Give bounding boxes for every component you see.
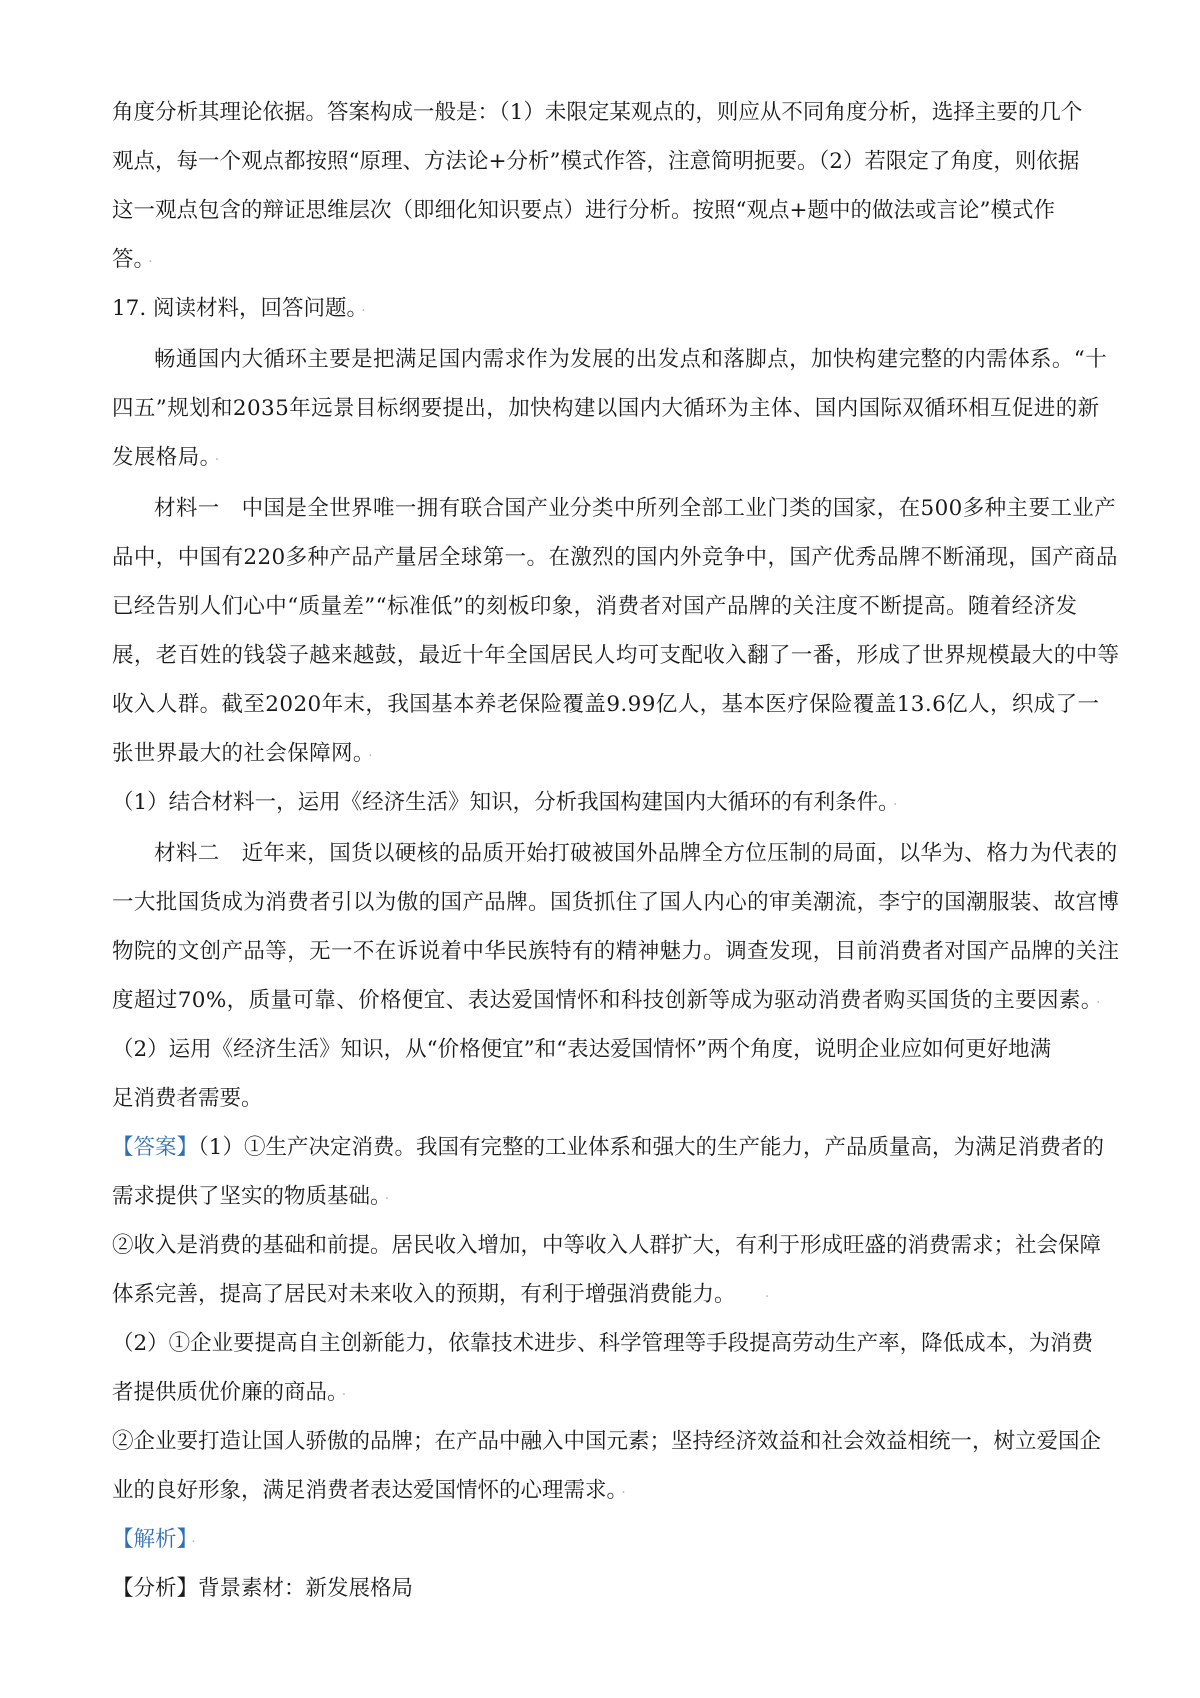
answer-line: 需求提供了坚实的物质基础。 · bbox=[112, 1184, 390, 1209]
material-line: 材料一 中国是全世界唯一拥有联合国产业分类中所列全部工业门类的国家，在500多种主要工业产 bbox=[154, 496, 1117, 521]
answer-line: 者提供质优价廉的商品。 · bbox=[112, 1380, 347, 1405]
answer-line: ②收入是消费的基础和前提。居民收入增加，中等收入人群扩大，有利于形成旺盛的消费需求；社会保障 bbox=[112, 1233, 1102, 1258]
analysis-section bbox=[112, 1523, 1092, 1606]
intro-line: 这一观点包含的辩证思维层次（即细化知识要点）进行分析。按照“观点+题中的做法或言论”模式作 bbox=[112, 198, 1056, 223]
sub-question-1: （1）结合材料一，运用《经济生活》知识，分析我国构建国内大循环的有利条件。 · bbox=[112, 790, 898, 815]
intro-line: 角度分析其理论依据。答案构成一般是：（1）未限定某观点的，则应从不同角度分析，选择主要的几个 bbox=[112, 100, 1083, 125]
material-line: 材料二 近年来，国货以硬核的品质开始打破被国外品牌全方位压制的局面，以华为、格力为代表的 bbox=[154, 841, 1118, 866]
background-paragraph bbox=[112, 343, 1108, 475]
answer-section bbox=[112, 1131, 1104, 1508]
question-stem: 17. 阅读材料，回答问题。 · bbox=[112, 296, 366, 321]
document-page bbox=[112, 96, 1120, 1606]
background-line: 畅通国内大循环主要是把满足国内需求作为发展的出发点和落脚点，加快构建完整的内需体系。“十 bbox=[154, 347, 1108, 372]
answer-line: 【答案】（1）①生产决定消费。我国有完整的工业体系和强大的生产能力，产品质量高，为满足消费者的 bbox=[112, 1135, 1104, 1160]
material-line: 已经告别人们心中“质量差”“标准低”的刻板印象，消费者对国产品牌的关注度不断提高。随着经济发 bbox=[112, 594, 1078, 619]
intro-paragraph bbox=[112, 96, 1092, 277]
background-line: 发展格局。 · bbox=[112, 445, 220, 470]
answer-line: 体系完善，提高了居民对未来收入的预期，有利于增强消费能力。 · bbox=[112, 1282, 770, 1307]
intro-line: 答。 · bbox=[112, 247, 153, 272]
analysis-tag-line: 【解析】 · bbox=[112, 1527, 196, 1552]
material-line: 度超过70%，质量可靠、价格便宜、表达爱国情怀和科技创新等成为驱动消费者购买国货的主要因素。 · bbox=[112, 988, 1101, 1013]
material-two-paragraph bbox=[112, 837, 1120, 1018]
sub-question-line: （2）运用《经济生活》知识，从“价格便宜”和“表达爱国情怀”两个角度，说明企业应如何更好地满 bbox=[112, 1037, 1052, 1062]
material-line: 张世界最大的社会保障网。 · bbox=[112, 741, 373, 766]
analysis-tag: 【解析】 bbox=[112, 1527, 188, 1552]
analysis-note: 【分析】背景素材：新发展格局 bbox=[112, 1576, 414, 1601]
material-line: 品中，中国有220多种产品产量居全球第一。在激烈的国内外竞争中，国产优秀品牌不断涌现，国产商品 bbox=[112, 545, 1118, 570]
material-line: 物院的文创产品等，无一不在诉说着中华民族特有的精神魅力。调查发现，目前消费者对国产品牌的关注 bbox=[112, 939, 1120, 964]
material-line: 一大批国货成为消费者引以为傲的国产品牌。国货抓住了国人内心的审美潮流，李宁的国潮服装、故宫博 bbox=[112, 890, 1120, 915]
answer-line: ②企业要打造让国人骄傲的品牌；在产品中融入中国元素；坚持经济效益和社会效益相统一，树立爱国企 bbox=[112, 1429, 1102, 1454]
sub-question-line: 足消费者需要。 bbox=[112, 1086, 263, 1111]
material-line: 收入人群。截至2020年末，我国基本养老保险覆盖9.99亿人，基本医疗保险覆盖13.6亿人，织成了一 bbox=[112, 692, 1100, 717]
background-line: 四五”规划和2035年远景目标纲要提出，加快构建以国内大循环为主体、国内国际双循环相互促进的新 bbox=[112, 396, 1100, 421]
sub-question-2 bbox=[112, 1033, 1092, 1116]
material-line: 展，老百姓的钱袋子越来越鼓，最近十年全国居民人均可支配收入翻了一番，形成了世界规模最大的中等 bbox=[112, 643, 1120, 668]
material-one-paragraph bbox=[112, 492, 1120, 771]
answer-line: （2）①企业要提高自主创新能力，依靠技术进步、科学管理等手段提高劳动生产率，降低成本，为消费 bbox=[112, 1331, 1094, 1356]
answer-tag: 【答案】 bbox=[112, 1135, 199, 1160]
answer-line: 业的良好形象，满足消费者表达爱国情怀的心理需求。 · bbox=[112, 1478, 626, 1503]
intro-line: 观点，每一个观点都按照“原理、方法论+分析”模式作答，注意简明扼要。（2）若限定了角度，则依据 bbox=[112, 149, 1080, 174]
